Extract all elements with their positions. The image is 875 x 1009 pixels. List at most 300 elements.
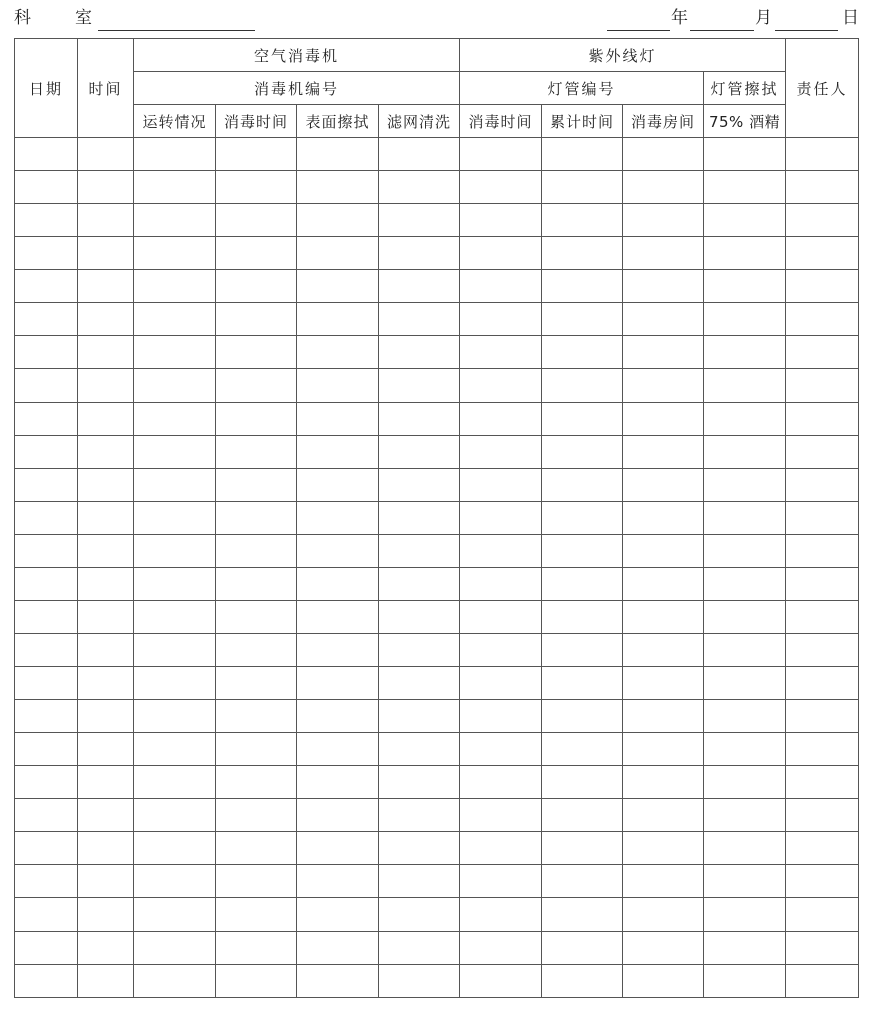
air-surface-wipe-cell[interactable] — [297, 534, 379, 567]
responsible-person-cell[interactable] — [786, 501, 859, 534]
air-filter-cleaning-cell[interactable] — [379, 600, 460, 633]
department-field[interactable] — [98, 12, 255, 31]
uv-disinfection-room-cell[interactable] — [623, 633, 704, 666]
uv-cumulative-time-cell[interactable] — [542, 336, 623, 369]
air-filter-cleaning-cell[interactable] — [379, 468, 460, 501]
uv-cumulative-time-header: 累计时间 — [542, 105, 623, 138]
air-operation-status-cell[interactable] — [134, 171, 216, 204]
time-cell[interactable] — [78, 171, 134, 204]
responsible-person-cell[interactable] — [786, 733, 859, 766]
uv-cumulative-time-cell[interactable] — [542, 534, 623, 567]
time-cell[interactable] — [78, 700, 134, 733]
time-cell[interactable] — [78, 799, 134, 832]
air-operation-status-cell[interactable] — [134, 369, 216, 402]
uv-disinfection-room-cell[interactable] — [623, 567, 704, 600]
uv-alcohol-wipe-cell[interactable] — [704, 799, 786, 832]
air-filter-cleaning-cell[interactable] — [379, 865, 460, 898]
responsible-person-cell[interactable] — [786, 766, 859, 799]
time-cell[interactable] — [78, 237, 134, 270]
uv-disinfection-time-cell[interactable] — [460, 303, 542, 336]
air-operation-status-cell[interactable] — [134, 600, 216, 633]
responsible-person-cell[interactable] — [786, 369, 859, 402]
uv-disinfection-time-cell[interactable] — [460, 633, 542, 666]
uv-alcohol-wipe-cell[interactable] — [704, 832, 786, 865]
date-cell[interactable] — [15, 435, 78, 468]
air-surface-wipe-cell[interactable] — [297, 898, 379, 931]
uv-cumulative-time-cell[interactable] — [542, 171, 623, 204]
air-surface-wipe-cell[interactable] — [297, 204, 379, 237]
uv-cumulative-time-cell[interactable] — [542, 501, 623, 534]
air-disinfection-time-cell[interactable] — [216, 402, 297, 435]
uv-cumulative-time-cell[interactable] — [542, 766, 623, 799]
uv-disinfection-room-cell[interactable] — [623, 204, 704, 237]
air-filter-cleaning-cell[interactable] — [379, 534, 460, 567]
date-cell[interactable] — [15, 501, 78, 534]
air-filter-cleaning-cell[interactable] — [379, 733, 460, 766]
time-cell[interactable] — [78, 501, 134, 534]
uv-disinfection-time-cell[interactable] — [460, 435, 542, 468]
air-operation-status-cell[interactable] — [134, 799, 216, 832]
uv-alcohol-wipe-cell[interactable] — [704, 336, 786, 369]
responsible-person-cell[interactable] — [786, 964, 859, 997]
uv-alcohol-wipe-cell[interactable] — [704, 402, 786, 435]
uv-alcohol-wipe-cell[interactable] — [704, 964, 786, 997]
date-cell[interactable] — [15, 832, 78, 865]
uv-cumulative-time-cell[interactable] — [542, 667, 623, 700]
uv-disinfection-room-cell[interactable] — [623, 799, 704, 832]
date-cell[interactable] — [15, 600, 78, 633]
uv-alcohol-wipe-cell[interactable] — [704, 667, 786, 700]
uv-alcohol-wipe-cell[interactable] — [704, 138, 786, 171]
day-field[interactable] — [775, 12, 838, 31]
air-operation-status-cell[interactable] — [134, 534, 216, 567]
date-cell[interactable] — [15, 931, 78, 964]
air-operation-status-cell[interactable] — [134, 468, 216, 501]
uv-alcohol-wipe-cell[interactable] — [704, 204, 786, 237]
air-surface-wipe-cell[interactable] — [297, 303, 379, 336]
uv-disinfection-room-cell[interactable] — [623, 931, 704, 964]
air-filter-cleaning-cell[interactable] — [379, 270, 460, 303]
time-cell[interactable] — [78, 567, 134, 600]
responsible-person-cell[interactable] — [786, 832, 859, 865]
date-cell[interactable] — [15, 733, 78, 766]
uv-disinfection-time-cell[interactable] — [460, 733, 542, 766]
air-disinfection-time-cell[interactable] — [216, 336, 297, 369]
air-disinfection-time-cell[interactable] — [216, 898, 297, 931]
air-operation-status-cell[interactable] — [134, 204, 216, 237]
air-filter-cleaning-cell[interactable] — [379, 435, 460, 468]
uv-cumulative-time-cell[interactable] — [542, 799, 623, 832]
responsible-person-cell[interactable] — [786, 303, 859, 336]
air-surface-wipe-cell[interactable] — [297, 700, 379, 733]
air-operation-status-cell[interactable] — [134, 733, 216, 766]
air-filter-cleaning-cell[interactable] — [379, 501, 460, 534]
date-cell[interactable] — [15, 336, 78, 369]
responsible-person-cell[interactable] — [786, 865, 859, 898]
uv-cumulative-time-cell[interactable] — [542, 237, 623, 270]
uv-disinfection-time-cell[interactable] — [460, 237, 542, 270]
air-surface-wipe-cell[interactable] — [297, 633, 379, 666]
date-cell[interactable] — [15, 171, 78, 204]
responsible-person-cell[interactable] — [786, 667, 859, 700]
department-label — [14, 6, 92, 30]
uv-disinfection-time-cell[interactable] — [460, 534, 542, 567]
time-cell[interactable] — [78, 898, 134, 931]
air-disinfection-time-cell[interactable] — [216, 171, 297, 204]
air-disinfection-time-cell[interactable] — [216, 799, 297, 832]
responsible-person-cell[interactable] — [786, 700, 859, 733]
air-surface-wipe-cell[interactable] — [297, 138, 379, 171]
table-row — [15, 799, 859, 832]
uv-alcohol-wipe-cell[interactable] — [704, 237, 786, 270]
air-operation-status-cell[interactable] — [134, 931, 216, 964]
air-filter-cleaning-cell[interactable] — [379, 237, 460, 270]
air-surface-wipe-cell[interactable] — [297, 336, 379, 369]
responsible-person-cell[interactable] — [786, 600, 859, 633]
responsible-person-cell[interactable] — [786, 237, 859, 270]
uv-disinfection-room-cell[interactable] — [623, 898, 704, 931]
responsible-person-cell[interactable] — [786, 898, 859, 931]
air-surface-wipe-cell[interactable] — [297, 501, 379, 534]
uv-cumulative-time-cell[interactable] — [542, 964, 623, 997]
air-surface-wipe-cell[interactable] — [297, 468, 379, 501]
date-cell[interactable] — [15, 303, 78, 336]
date-cell[interactable] — [15, 898, 78, 931]
uv-disinfection-room-cell[interactable] — [623, 171, 704, 204]
air-disinfection-time-cell[interactable] — [216, 667, 297, 700]
uv-disinfection-room-cell[interactable] — [623, 303, 704, 336]
time-cell[interactable] — [78, 667, 134, 700]
uv-disinfection-time-cell[interactable] — [460, 138, 542, 171]
air-surface-wipe-cell[interactable] — [297, 832, 379, 865]
department-label-char-2: 室 — [75, 8, 92, 28]
time-cell[interactable] — [78, 435, 134, 468]
air-disinfection-time-cell[interactable] — [216, 237, 297, 270]
air-disinfection-time-cell[interactable] — [216, 931, 297, 964]
uv-cumulative-time-cell[interactable] — [542, 633, 623, 666]
air-disinfection-time-cell[interactable] — [216, 567, 297, 600]
time-cell[interactable] — [78, 766, 134, 799]
air-operation-status-cell[interactable] — [134, 700, 216, 733]
air-disinfection-time-cell[interactable] — [216, 303, 297, 336]
air-surface-wipe-cell[interactable] — [297, 766, 379, 799]
uv-disinfection-room-cell[interactable] — [623, 402, 704, 435]
air-disinfection-time-cell[interactable] — [216, 270, 297, 303]
uv-alcohol-wipe-cell[interactable] — [704, 171, 786, 204]
uv-disinfection-time-cell[interactable] — [460, 567, 542, 600]
uv-cumulative-time-cell[interactable] — [542, 898, 623, 931]
uv-disinfection-room-cell[interactable] — [623, 667, 704, 700]
time-cell[interactable] — [78, 402, 134, 435]
uv-cumulative-time-cell[interactable] — [542, 832, 623, 865]
air-filter-cleaning-cell[interactable] — [379, 964, 460, 997]
air-operation-status-cell[interactable] — [134, 501, 216, 534]
air-operation-status-cell[interactable] — [134, 237, 216, 270]
air-operation-status-cell[interactable] — [134, 633, 216, 666]
time-cell[interactable] — [78, 633, 134, 666]
time-cell[interactable] — [78, 600, 134, 633]
uv-alcohol-wipe-cell[interactable] — [704, 534, 786, 567]
uv-disinfection-room-cell[interactable] — [623, 865, 704, 898]
uv-cumulative-time-cell[interactable] — [542, 567, 623, 600]
air-operation-status-cell[interactable] — [134, 138, 216, 171]
air-filter-cleaning-cell[interactable] — [379, 700, 460, 733]
air-surface-wipe-cell[interactable] — [297, 865, 379, 898]
uv-disinfection-room-cell[interactable] — [623, 435, 704, 468]
date-cell[interactable] — [15, 534, 78, 567]
table-row — [15, 832, 859, 865]
air-operation-status-cell[interactable] — [134, 303, 216, 336]
uv-disinfection-time-cell[interactable] — [460, 865, 542, 898]
air-operation-status-cell[interactable] — [134, 898, 216, 931]
uv-disinfection-time-cell[interactable] — [460, 402, 542, 435]
air-filter-cleaning-cell[interactable] — [379, 667, 460, 700]
date-cell[interactable] — [15, 700, 78, 733]
air-surface-wipe-cell[interactable] — [297, 667, 379, 700]
air-disinfection-time-cell[interactable] — [216, 501, 297, 534]
uv-cumulative-time-cell[interactable] — [542, 733, 623, 766]
table-row — [15, 468, 859, 501]
air-surface-wipe-cell[interactable] — [297, 270, 379, 303]
air-disinfection-time-cell[interactable] — [216, 600, 297, 633]
responsible-person-cell[interactable] — [786, 799, 859, 832]
date-cell[interactable] — [15, 237, 78, 270]
month-field[interactable] — [690, 12, 754, 31]
air-surface-wipe-cell[interactable] — [297, 369, 379, 402]
uv-alcohol-wipe-cell[interactable] — [704, 369, 786, 402]
uv-disinfection-time-cell[interactable] — [460, 832, 542, 865]
air-surface-wipe-cell[interactable] — [297, 931, 379, 964]
uv-alcohol-wipe-cell[interactable] — [704, 600, 786, 633]
time-cell[interactable] — [78, 733, 134, 766]
uv-cumulative-time-cell[interactable] — [542, 600, 623, 633]
table-row — [15, 766, 859, 799]
air-filter-cleaning-cell[interactable] — [379, 303, 460, 336]
responsible-person-cell[interactable] — [786, 468, 859, 501]
responsible-person-cell[interactable] — [786, 931, 859, 964]
air-disinfection-time-cell[interactable] — [216, 700, 297, 733]
date-cell[interactable] — [15, 799, 78, 832]
air-disinfection-time-cell[interactable] — [216, 733, 297, 766]
uv-disinfection-time-cell[interactable] — [460, 204, 542, 237]
time-cell[interactable] — [78, 534, 134, 567]
uv-cumulative-time-cell[interactable] — [542, 468, 623, 501]
air-filter-cleaning-cell[interactable] — [379, 369, 460, 402]
uv-disinfection-room-cell[interactable] — [623, 501, 704, 534]
uv-alcohol-wipe-cell[interactable] — [704, 468, 786, 501]
date-cell[interactable] — [15, 667, 78, 700]
air-disinfection-time-cell[interactable] — [216, 964, 297, 997]
uv-disinfection-room-cell[interactable] — [623, 534, 704, 567]
table-row — [15, 898, 859, 931]
air-disinfection-time-cell[interactable] — [216, 865, 297, 898]
uv-cumulative-time-cell[interactable] — [542, 369, 623, 402]
air-disinfection-time-cell[interactable] — [216, 832, 297, 865]
uv-disinfection-time-cell[interactable] — [460, 700, 542, 733]
date-cell[interactable] — [15, 567, 78, 600]
air-operation-status-cell[interactable] — [134, 270, 216, 303]
air-surface-wipe-cell[interactable] — [297, 600, 379, 633]
time-cell[interactable] — [78, 138, 134, 171]
air-filter-cleaning-cell[interactable] — [379, 766, 460, 799]
time-cell[interactable] — [78, 931, 134, 964]
air-operation-status-cell[interactable] — [134, 667, 216, 700]
air-disinfection-time-cell[interactable] — [216, 468, 297, 501]
uv-cumulative-time-cell[interactable] — [542, 931, 623, 964]
date-cell[interactable] — [15, 766, 78, 799]
air-filter-cleaning-cell[interactable] — [379, 633, 460, 666]
time-cell[interactable] — [78, 468, 134, 501]
uv-disinfection-room-cell[interactable] — [623, 237, 704, 270]
year-field[interactable] — [607, 12, 670, 31]
uv-cumulative-time-cell[interactable] — [542, 270, 623, 303]
uv-alcohol-wipe-cell[interactable] — [704, 303, 786, 336]
air-surface-wipe-cell[interactable] — [297, 237, 379, 270]
uv-alcohol-wipe-cell[interactable] — [704, 700, 786, 733]
uv-disinfection-time-cell[interactable] — [460, 171, 542, 204]
time-cell[interactable] — [78, 964, 134, 997]
air-disinfection-time-cell[interactable] — [216, 766, 297, 799]
air-operation-status-cell[interactable] — [134, 402, 216, 435]
uv-alcohol-wipe-cell[interactable] — [704, 435, 786, 468]
air-filter-cleaning-cell[interactable] — [379, 567, 460, 600]
air-disinfection-time-cell[interactable] — [216, 534, 297, 567]
air-filter-cleaning-cell[interactable] — [379, 799, 460, 832]
uv-alcohol-wipe-cell[interactable] — [704, 898, 786, 931]
responsible-person-cell[interactable] — [786, 270, 859, 303]
air-filter-cleaning-cell[interactable] — [379, 931, 460, 964]
uv-disinfection-time-cell[interactable] — [460, 336, 542, 369]
air-filter-cleaning-cell[interactable] — [379, 832, 460, 865]
time-cell[interactable] — [78, 369, 134, 402]
uv-disinfection-room-cell[interactable] — [623, 138, 704, 171]
uv-disinfection-room-cell[interactable] — [623, 700, 704, 733]
date-cell[interactable] — [15, 964, 78, 997]
table-row — [15, 865, 859, 898]
uv-cumulative-time-cell[interactable] — [542, 204, 623, 237]
uv-alcohol-wipe-cell[interactable] — [704, 733, 786, 766]
air-filter-cleaning-cell[interactable] — [379, 898, 460, 931]
air-surface-wipe-cell[interactable] — [297, 402, 379, 435]
date-cell[interactable] — [15, 138, 78, 171]
responsible-person-cell[interactable] — [786, 435, 859, 468]
uv-cumulative-time-cell[interactable] — [542, 402, 623, 435]
uv-cumulative-time-cell[interactable] — [542, 865, 623, 898]
table-header — [15, 39, 859, 138]
uv-disinfection-room-cell[interactable] — [623, 832, 704, 865]
uv-disinfection-room-cell[interactable] — [623, 270, 704, 303]
date-cell[interactable] — [15, 468, 78, 501]
air-filter-cleaning-cell[interactable] — [379, 402, 460, 435]
air-surface-wipe-cell[interactable] — [297, 567, 379, 600]
uv-disinfection-room-cell[interactable] — [623, 964, 704, 997]
uv-disinfection-time-cell[interactable] — [460, 931, 542, 964]
air-operation-status-cell[interactable] — [134, 766, 216, 799]
uv-disinfection-room-cell[interactable] — [623, 369, 704, 402]
air-surface-wipe-cell[interactable] — [297, 435, 379, 468]
uv-disinfection-time-cell[interactable] — [460, 964, 542, 997]
date-cell[interactable] — [15, 369, 78, 402]
uv-disinfection-room-cell[interactable] — [623, 468, 704, 501]
uv-disinfection-time-cell[interactable] — [460, 667, 542, 700]
uv-alcohol-wipe-cell[interactable] — [704, 633, 786, 666]
uv-disinfection-time-cell[interactable] — [460, 898, 542, 931]
date-cell[interactable] — [15, 633, 78, 666]
air-filter-cleaning-cell[interactable] — [379, 171, 460, 204]
time-cell[interactable] — [78, 865, 134, 898]
uv-disinfection-time-cell[interactable] — [460, 369, 542, 402]
air-disinfection-time-cell[interactable] — [216, 435, 297, 468]
uv-disinfection-room-cell[interactable] — [623, 733, 704, 766]
uv-alcohol-wipe-cell[interactable] — [704, 501, 786, 534]
uv-cumulative-time-cell[interactable] — [542, 435, 623, 468]
air-operation-status-cell[interactable] — [134, 567, 216, 600]
time-cell[interactable] — [78, 270, 134, 303]
date-cell[interactable] — [15, 865, 78, 898]
responsible-person-cell[interactable] — [786, 633, 859, 666]
date-cell[interactable] — [15, 402, 78, 435]
air-operation-status-cell[interactable] — [134, 435, 216, 468]
uv-disinfection-time-cell[interactable] — [460, 501, 542, 534]
air-filter-cleaning-cell[interactable] — [379, 138, 460, 171]
air-surface-wipe-cell[interactable] — [297, 964, 379, 997]
date-cell[interactable] — [15, 204, 78, 237]
time-cell[interactable] — [78, 832, 134, 865]
uv-disinfection-time-cell[interactable] — [460, 799, 542, 832]
responsible-person-cell[interactable] — [786, 204, 859, 237]
air-surface-wipe-cell[interactable] — [297, 733, 379, 766]
uv-cumulative-time-cell[interactable] — [542, 138, 623, 171]
uv-disinfection-time-cell[interactable] — [460, 600, 542, 633]
uv-alcohol-wipe-cell[interactable] — [704, 270, 786, 303]
air-operation-status-cell[interactable] — [134, 832, 216, 865]
air-operation-status-cell[interactable] — [134, 336, 216, 369]
air-disinfection-time-cell[interactable] — [216, 369, 297, 402]
responsible-person-cell[interactable] — [786, 138, 859, 171]
uv-disinfection-room-cell[interactable] — [623, 336, 704, 369]
air-disinfection-time-cell[interactable] — [216, 204, 297, 237]
air-disinfection-time-cell[interactable] — [216, 138, 297, 171]
air-filter-cleaning-cell[interactable] — [379, 204, 460, 237]
uv-disinfection-time-cell[interactable] — [460, 766, 542, 799]
responsible-person-cell[interactable] — [786, 336, 859, 369]
uv-cumulative-time-cell[interactable] — [542, 700, 623, 733]
responsible-person-cell[interactable] — [786, 171, 859, 204]
air-surface-wipe-cell[interactable] — [297, 171, 379, 204]
uv-alcohol-wipe-cell[interactable] — [704, 931, 786, 964]
time-cell[interactable] — [78, 303, 134, 336]
air-surface-wipe-cell[interactable] — [297, 799, 379, 832]
time-cell[interactable] — [78, 336, 134, 369]
responsible-person-cell[interactable] — [786, 402, 859, 435]
air-operation-status-cell[interactable] — [134, 964, 216, 997]
uv-alcohol-wipe-cell[interactable] — [704, 865, 786, 898]
air-disinfection-time-cell[interactable] — [216, 633, 297, 666]
time-cell[interactable] — [78, 204, 134, 237]
uv-disinfection-room-cell[interactable] — [623, 600, 704, 633]
air-filter-cleaning-cell[interactable] — [379, 336, 460, 369]
uv-disinfection-time-cell[interactable] — [460, 468, 542, 501]
responsible-person-cell[interactable] — [786, 567, 859, 600]
uv-alcohol-wipe-cell[interactable] — [704, 766, 786, 799]
uv-disinfection-time-cell[interactable] — [460, 270, 542, 303]
air-operation-status-cell[interactable] — [134, 865, 216, 898]
uv-cumulative-time-cell[interactable] — [542, 303, 623, 336]
uv-disinfection-room-cell[interactable] — [623, 766, 704, 799]
responsible-person-cell[interactable] — [786, 534, 859, 567]
date-cell[interactable] — [15, 270, 78, 303]
uv-alcohol-wipe-cell[interactable] — [704, 567, 786, 600]
